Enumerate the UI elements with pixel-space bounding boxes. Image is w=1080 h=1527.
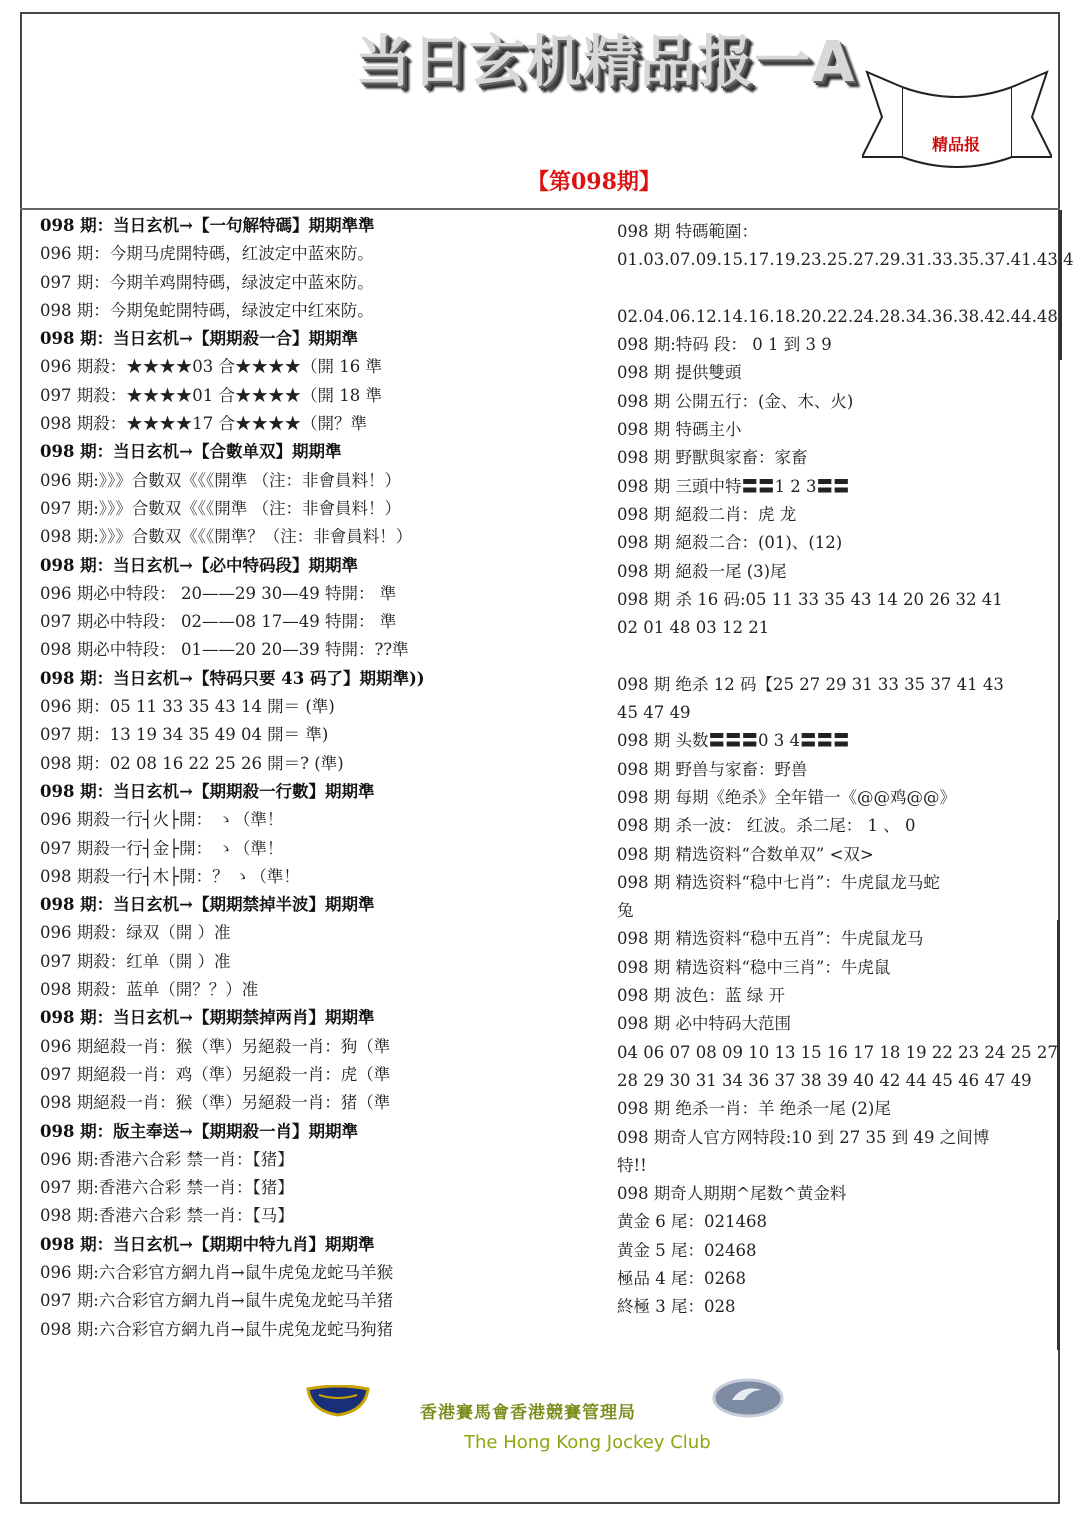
- left-line-37: 096 期:六合彩官方網九肖→鼠牛虎兔龙蛇马羊猴: [40, 1262, 394, 1282]
- right-line-30: 28 29 30 31 34 36 37 38 39 40 42 44 45 46 47 49: [617, 1070, 1032, 1090]
- right-line-21: 098 期 杀一波： 红波。杀二尾： 1 、 0: [617, 816, 916, 836]
- left-line-39: 098 期:六合彩官方網九肖→鼠牛虎兔龙蛇马狗猪: [40, 1319, 394, 1339]
- issue-number: 【第098期】: [527, 169, 661, 195]
- right-line-22: 098 期 精选资料“合数单双” <双>: [617, 844, 874, 864]
- right-line-25: 098 期 精选资料“稳中五肖”：牛虎鼠龙马: [617, 929, 924, 949]
- right-line-6: 098 期 公開五行：(金、木、火): [617, 391, 854, 411]
- left-line-27: 098 期殺：蓝单（開？？）准: [40, 980, 259, 1000]
- right-line-10: 098 期 絕殺二肖：虎 龙: [617, 504, 797, 524]
- header-divider: [20, 208, 1060, 210]
- right-line-37: 極品 4 尾：0268: [617, 1268, 746, 1288]
- right-line-32: 098 期奇人官方网特段:10 到 27 35 到 49 之间博: [617, 1127, 990, 1147]
- right-line-36: 黄金 5 尾：02468: [617, 1240, 757, 1260]
- right-column: [617, 218, 1074, 1322]
- left-line-14: 097 期必中特段： 02——08 17—49 特開： 準: [40, 612, 397, 632]
- right-line-7: 098 期 特碼主小: [617, 420, 742, 440]
- left-line-6: 097 期殺：★★★★01 合★★★★（開 18 準: [40, 385, 382, 405]
- left-line-5: 096 期殺：★★★★03 合★★★★（開 16 準: [40, 357, 382, 377]
- left-line-35: 098 期:香港六合彩 禁一肖：【马】: [40, 1206, 294, 1226]
- right-line-28: 098 期 必中特码大范围: [617, 1014, 791, 1034]
- left-line-12: 098 期：当日玄机→【必中特码段】期期準: [40, 555, 359, 575]
- footer-english-name: The Hong Kong Jockey Club: [464, 1432, 711, 1453]
- page-title: 当日玄机精品报一A: [355, 30, 856, 95]
- left-line-38: 097 期:六合彩官方網九肖→鼠牛虎兔龙蛇马羊猪: [40, 1291, 394, 1311]
- left-line-18: 097 期：13 19 34 35 49 04 開＝ 準): [40, 725, 329, 745]
- left-line-22: 097 期殺一行┤金├開： ゝ（準！: [40, 838, 284, 858]
- left-line-1: 096 期：今期马虎開特碼，红波定中蓝來防。: [40, 244, 374, 264]
- right-line-34: 098 期奇人期期^尾数^黄金料: [617, 1184, 847, 1204]
- left-line-31: 098 期絕殺一肖：猴（準）另絕殺一肖：猪（準: [40, 1093, 391, 1113]
- right-line-4: 098 期:特码 段： 0 1 到 3 9: [617, 335, 832, 355]
- left-line-20: 098 期：当日玄机→【期期殺一行數】期期準: [40, 781, 375, 801]
- right-line-19: 098 期 野兽与家畜：野兽: [617, 759, 808, 779]
- left-line-3: 098 期：今期兔蛇開特碼，绿波定中红來防。: [40, 300, 374, 320]
- right-line-17: 45 47 49: [617, 703, 691, 723]
- right-line-38: 終極 3 尾：028: [617, 1297, 736, 1317]
- right-line-13: 098 期 杀 16 码:05 11 33 35 43 14 20 26 32 41: [617, 589, 1003, 609]
- right-line-16: 098 期 绝杀 12 码【25 27 29 31 33 35 37 41 43: [617, 674, 1004, 694]
- right-line-29: 04 06 07 08 09 10 13 15 16 17 18 19 22 23 24 25 27: [617, 1042, 1058, 1062]
- right-line-14: 02 01 48 03 12 21: [617, 618, 770, 638]
- right-line-0: 098 期 特碼範圍：: [617, 222, 758, 241]
- left-line-30: 097 期絕殺一肖：鸡（準）另絕殺一肖：虎（準: [40, 1064, 391, 1084]
- left-line-25: 096 期殺：绿双（開 ）准: [40, 923, 231, 943]
- jockey-club-crest-icon: [305, 1385, 371, 1417]
- left-line-24: 098 期：当日玄机→【期期禁掉半波】期期準: [40, 895, 375, 915]
- ribbon-banner: [862, 62, 1052, 172]
- left-line-7: 098 期殺：★★★★17 合★★★★（開？準: [40, 414, 367, 434]
- right-line-31: 098 期 绝杀一肖：羊 绝杀一尾 (2)尾: [617, 1099, 891, 1119]
- right-line-18: 098 期 头数〓〓〓0 3 4〓〓〓: [617, 731, 850, 751]
- left-line-13: 096 期必中特段： 20——29 30—49 特開： 準: [40, 583, 397, 603]
- left-line-19: 098 期：02 08 16 22 25 26 開＝? (準): [40, 753, 344, 773]
- left-line-36: 098 期：当日玄机→【期期中特九肖】期期準: [40, 1234, 375, 1254]
- right-line-24: 兔: [617, 901, 634, 921]
- right-line-5: 098 期 提供雙頭: [617, 363, 742, 383]
- left-line-26: 097 期殺：红单（開 ）准: [40, 951, 231, 971]
- right-line-3: 02.04.06.12.14.16.18.20.22.24.28.34.36.38.42.44.48: [617, 306, 1058, 326]
- left-line-21: 096 期殺一行┤火├開： ゝ（準！: [40, 810, 284, 830]
- right-line-35: 黄金 6 尾：021468: [617, 1212, 767, 1232]
- right-line-8: 098 期 野獸與家畜：家畜: [617, 448, 808, 468]
- banner-label: 精品报: [932, 135, 981, 154]
- right-line-27: 098 期 波色：蓝 绿 开: [617, 986, 785, 1006]
- right-line-1: 01.03.07.09.15.17.19.23.25.27.29.31.33.35.37.41.43.4: [617, 250, 1074, 270]
- left-line-9: 096 期:》》》合數双《《《開準 （注：非會員料！）: [40, 470, 402, 490]
- right-line-20: 098 期 每期《绝杀》全年错一《@@鸡@@》: [617, 787, 956, 807]
- right-line-2: [617, 275, 1047, 303]
- left-line-32: 098 期：版主奉送→【期期殺一肖】期期準: [40, 1121, 359, 1141]
- right-line-33: 特!!: [617, 1155, 647, 1175]
- left-line-2: 097 期：今期羊鸡開特碼，绿波定中蓝來防。: [40, 272, 374, 292]
- right-line-23: 098 期 精选资料“稳中七肖”：牛虎鼠龙马蛇: [617, 872, 940, 892]
- right-line-12: 098 期 絕殺一尾 (3)尾: [617, 561, 787, 581]
- left-line-4: 098 期：当日玄机→【期期殺一合】期期準: [40, 329, 359, 349]
- left-line-11: 098 期:》》》合數双《《《開準？（注：非會員料！）: [40, 527, 413, 547]
- right-line-26: 098 期 精选资料“稳中三肖”：牛虎鼠: [617, 957, 891, 977]
- right-line-15: [617, 642, 1047, 670]
- left-line-0: 098 期：当日玄机→【一句解特碼】期期準準: [40, 216, 375, 235]
- right-line-9: 098 期 三頭中特〓〓1 2 3〓〓: [617, 476, 850, 496]
- left-line-15: 098 期必中特段： 01——20 20—39 特開：??準: [40, 640, 409, 660]
- left-line-33: 096 期:香港六合彩 禁一肖：【猪】: [40, 1149, 294, 1169]
- left-line-10: 097 期:》》》合數双《《《開準 （注：非會員料！）: [40, 498, 402, 518]
- right-border-lower: [1057, 920, 1060, 1350]
- left-line-29: 096 期絕殺一肖：猴（準）另絕殺一肖：狗（準: [40, 1036, 391, 1056]
- left-line-8: 098 期：当日玄机→【合數单双】期期準: [40, 442, 342, 462]
- right-line-11: 098 期 絕殺二合：(01)、(12): [617, 533, 843, 553]
- racing-emblem-icon: [712, 1378, 784, 1418]
- left-line-34: 097 期:香港六合彩 禁一肖：【猪】: [40, 1178, 294, 1198]
- left-column: [40, 212, 600, 1344]
- right-border-upper: [1059, 210, 1062, 360]
- left-line-28: 098 期：当日玄机→【期期禁掉两肖】期期準: [40, 1008, 375, 1028]
- left-line-16: 098 期：当日玄机→【特码只要 43 码了】期期準)): [40, 668, 425, 688]
- left-line-17: 096 期：05 11 33 35 43 14 開＝ (準): [40, 697, 335, 717]
- left-line-23: 098 期殺一行┤木├開：？ ゝ（準！: [40, 866, 300, 886]
- footer-chinese-name: 香港賽馬會香港競賽管理局: [420, 1403, 636, 1423]
